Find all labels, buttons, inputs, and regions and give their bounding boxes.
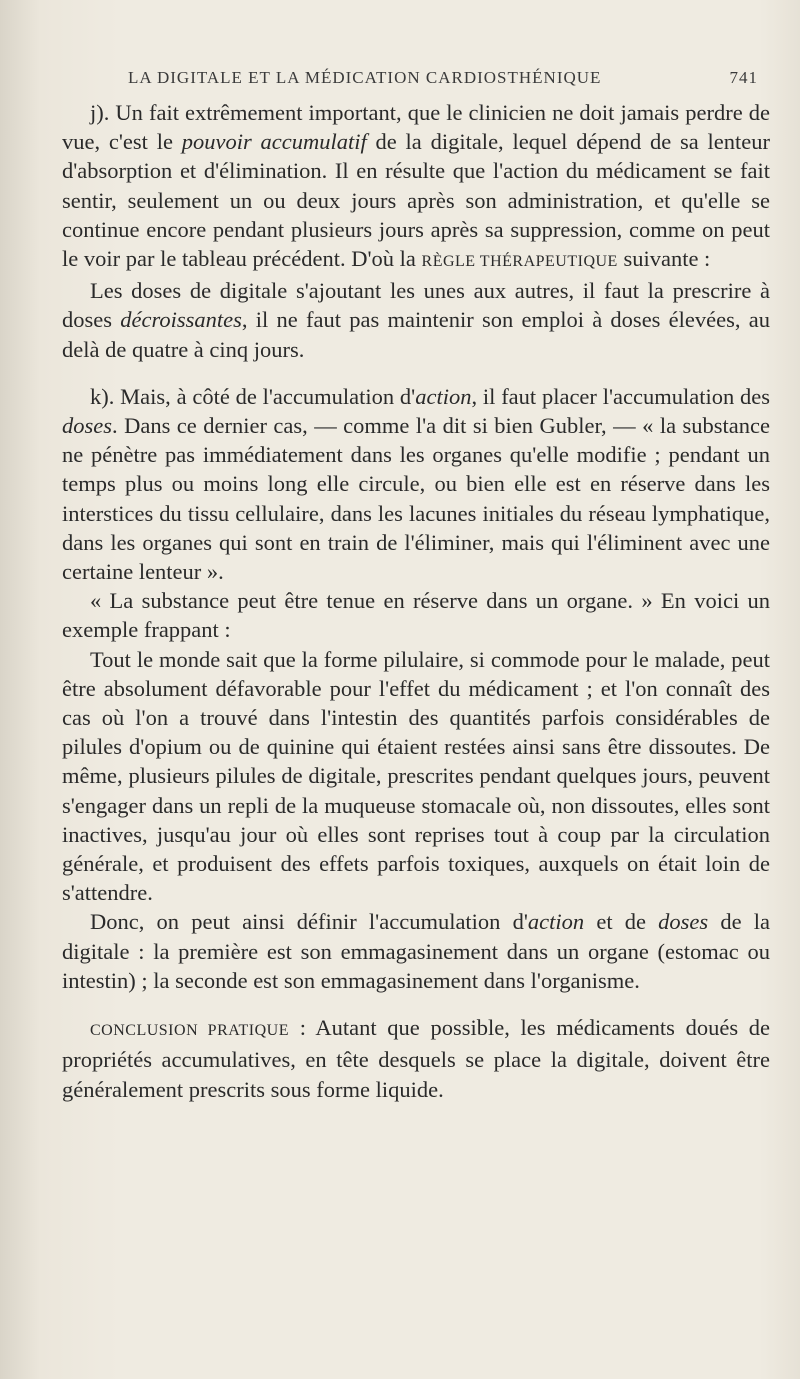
running-title: LA DIGITALE ET LA MÉDICATION CARDIOSTHÉNIQUE [128, 68, 602, 87]
paragraph-conclusion: CONCLUSION PRATIQUE : Autant que possible, les médicaments doués de propriétés accumulatives, en tête desquels se place la digitale, doivent être généralement prescrits sous forme liquide. [62, 1015, 771, 1102]
emphasis-doses-2: doses [658, 909, 709, 935]
paragraph-j: j). Un fait extrêmement important, que le clinicien ne doit jamais perdre de vue, c'est le pouvoir accumulatif de la digitale, lequel dépend de sa lenteur d'absorption et d'élimination. Il en résulte que l'action du médicament se fait sentir, seulement un ou deux jours après son administration, et qu'elle se continue encore pendant plusieurs jours après sa suppression, comme on peut le voir par le tableau précédent. D'où la RÈGLE THÉRAPEUTIQUE suivante : [62, 100, 770, 272]
paragraph-pilules: Tout le monde sait que la forme pilulaire, si commode pour le malade, peut être absolument défavorable pour l'effet du médicament ; et l'on connaît des cas où l'on a trouvé dans l'intestin des quantités parfois considérables de pilules d'opium ou de quinine qui étaient restées ainsi sans être dissoutes. De même, plusieurs pilules de digitale, prescrites pendant quelques jours, peuvent s'engager dans un repli de la muqueuse stomacale où, non dissoutes, elles sont inactives, jusqu'au jour où elles sont reprises tout à coup par la circulation générale, et produisent des effets parfois toxiques, auxquels on était loin de s'attendre. [62, 646, 770, 906]
emphasis-decroissantes: décroissantes [120, 307, 242, 333]
page-number: 741 [729, 68, 758, 87]
emphasis-pouvoir-accumulatif: pouvoir accumulatif [181, 129, 367, 155]
main-text [62, 98, 770, 1104]
paragraph-rule: Les doses de digitale s'ajoutant les unes aux autres, il faut la prescrire à doses décroissantes, il ne faut pas maintenir son emploi à doses élevées, au delà de quatre à cinq jours. [62, 278, 770, 362]
paragraph-donc: Donc, on peut ainsi définir l'accumulation d'action et de doses de la digitale : la première est son emmagasinement dans un organe (estomac ou intestin) ; la seconde est son emmagasinement dans l'organisme. [62, 909, 770, 993]
paragraph-quote: « La substance peut être tenue en réserve dans un organe. » En voici un exemple frappant : [62, 588, 770, 643]
emphasis-action-2: action [527, 909, 585, 935]
conclusion-label: CONCLUSION PRATIQUE [90, 1022, 290, 1040]
emphasis-doses: doses [62, 413, 112, 439]
regle-therapeutique: RÈGLE THÉRAPEUTIQUE [421, 253, 618, 271]
emphasis-action: action [415, 383, 472, 409]
paragraph-k: k). Mais, à côté de l'accumulation d'action, il faut placer l'accumulation des doses. Dans ce dernier cas, — comme l'a dit si bien Gubler, — « la substance ne pénètre pas immédiatement dans les organes qu'elle modifie ; pendant un temps plus ou moins long elle circule, ou bien elle est en réserve dans les interstices du tissu cellulaire, dans les lacunes initiales du réseau lymphatique, dans les organes qui sont en train de l'éliminer, mais qui l'éliminent avec une certaine lenteur ». [62, 383, 770, 585]
